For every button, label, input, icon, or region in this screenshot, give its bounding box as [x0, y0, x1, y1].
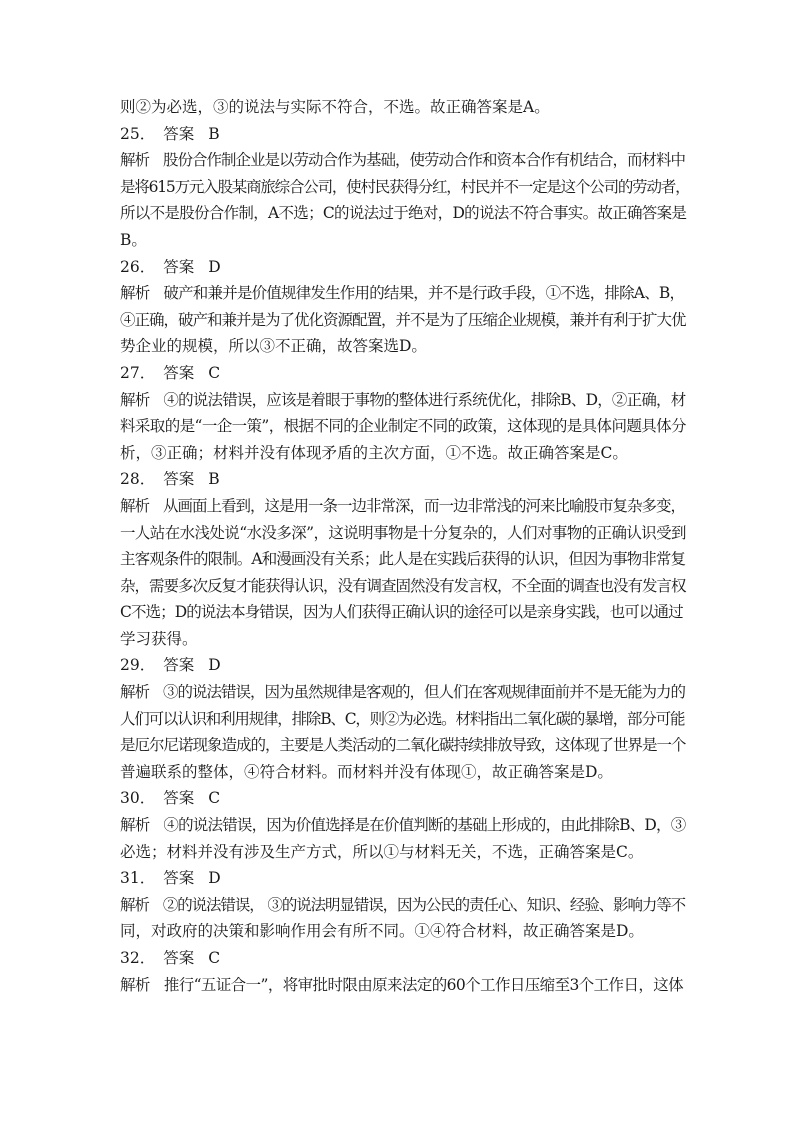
analysis-line [120, 307, 686, 334]
answer-label: 答案 [163, 869, 195, 888]
question-number: 30． [120, 789, 156, 808]
analysis-text: 从画面上看到，这是用一条一边非常深，而一边非常浅的河来比喻股市复杂多变， [163, 496, 686, 515]
answer-line-32 [120, 945, 686, 972]
analysis-line [120, 706, 686, 733]
analysis-text: ④的说法错误，因为价值选择是在价值判断的基础上形成的，由此排除B、D，③ [163, 816, 686, 835]
analysis-line [120, 573, 686, 600]
answer-label: 答案 [163, 789, 195, 808]
analysis-text: 破产和兼并是价值规律发生作用的结果，并不是行政手段，①不选，排除A、B， [163, 284, 685, 303]
analysis-line [120, 333, 686, 360]
answer-analysis-text [120, 94, 690, 998]
analysis-text: 普遍联系的整体，④符合材料。而材料并没有体现①，故正确答案是D。 [120, 762, 613, 781]
analysis-text: 料采取的是“一企一策”，根据不同的企业制定不同的政策，这体现的是具体问题具体分 [120, 417, 686, 436]
analysis-label: 解析 [120, 975, 150, 994]
answer-letter: D [208, 257, 221, 276]
analysis-label: 解析 [120, 683, 150, 702]
answer-label: 答案 [163, 257, 195, 276]
analysis-line [120, 413, 686, 440]
answer-label: 答案 [163, 124, 195, 143]
analysis-text: 是厄尔尼诺现象造成的，主要是人类活动的二氧化碳持续排放导致，这体现了世界是一个 [120, 736, 686, 755]
analysis-text: ④正确，破产和兼并是为了优化资源配置，并不是为了压缩企业规模，兼并有利于扩大优 [120, 310, 686, 329]
answer-letter: B [208, 124, 220, 143]
analysis-line [120, 227, 686, 254]
analysis-line [120, 280, 686, 307]
analysis-label: 解析 [120, 284, 150, 303]
question-number: 29． [120, 656, 156, 675]
answer-label: 答案 [163, 363, 195, 382]
answer-letter: C [208, 363, 221, 382]
analysis-line [120, 972, 686, 999]
answer-letter: D [208, 869, 221, 888]
analysis-line [120, 599, 686, 626]
analysis-text: ②的说法错误， ③的说法明显错误，因为公民的责任心、知识、经验、影响力等不 [162, 895, 686, 914]
analysis-text: B。 [120, 230, 147, 249]
analysis-text: 势企业的规模，所以③不正确，故答案选D。 [120, 337, 427, 356]
analysis-line [120, 493, 686, 520]
analysis-text: ④的说法错误，应该是着眼于事物的整体进行系统优化，排除B、D，②正确，材 [163, 390, 686, 409]
answer-line-30 [120, 785, 686, 812]
analysis-label: 解析 [120, 496, 150, 515]
analysis-text: 人们可以认识和利用规律，排除B、C，则②为必选。材料指出二氧化碳的暴增，部分可能 [120, 709, 685, 728]
analysis-text: ③的说法错误，因为虽然规律是客观的，但人们在客观规律面前并不是无能为力的 [163, 683, 686, 702]
analysis-label: 解析 [120, 151, 150, 170]
analysis-line [120, 839, 686, 866]
analysis-text: 股份合作制企业是以劳动合作为基础，使劳动合作和资本合作有机结合，而材料中 [163, 151, 686, 170]
analysis-line [120, 440, 686, 467]
analysis-line [120, 174, 690, 201]
analysis-text: 析，③正确；材料并没有体现矛盾的主次方面，①不选。故正确答案是C。 [120, 443, 628, 462]
analysis-text: 必选；材料并没有涉及生产方式，所以①与材料无关，不选，正确答案是C。 [120, 842, 644, 861]
analysis-line [120, 892, 686, 919]
answer-line-25 [120, 121, 686, 148]
answer-letter: C [208, 949, 221, 967]
analysis-label: 解析 [120, 390, 150, 409]
question-number: 31． [120, 869, 156, 888]
analysis-line [120, 520, 686, 547]
analysis-line [120, 679, 686, 706]
answer-line-28 [120, 466, 686, 493]
answer-line-31 [120, 865, 686, 892]
answer-letter: B [208, 470, 220, 489]
question-number: 32． [120, 949, 156, 967]
analysis-text: 一人站在水浅处说“水没多深”，这说明事物是十分复杂的，人们对事物的正确认识受到 [120, 523, 686, 542]
answer-label: 答案 [163, 470, 195, 489]
analysis-line [120, 759, 686, 786]
question-number: 25． [120, 124, 156, 143]
analysis-text: 同，对政府的决策和影响作用会有所不同。①④符合材料，故正确答案是D。 [120, 922, 644, 941]
answer-label: 答案 [163, 656, 195, 675]
analysis-text: 杂，需要多次反复才能获得认识，没有调查固然没有发言权，不全面的调查也没有发言权 [120, 576, 686, 595]
analysis-text: 推行“五证合一”，将审批时限由原来法定的60个工作日压缩至3个工作日，这体 [163, 975, 684, 994]
analysis-line [120, 200, 686, 227]
analysis-line [120, 626, 686, 653]
analysis-label: 解析 [120, 895, 149, 914]
analysis-line [120, 732, 686, 759]
analysis-line [120, 812, 686, 839]
answer-line-29 [120, 652, 686, 679]
analysis-text: 主客观条件的限制。A和漫画没有关系；此人是在实践后获得的认识，但因为事物非常复 [120, 550, 686, 569]
continued-line-text: 则②为必选，③的说法与实际不符合，不选。故正确答案是A。 [120, 98, 550, 116]
analysis-label: 解析 [120, 816, 150, 835]
question-number: 27． [120, 363, 156, 382]
analysis-line [120, 387, 686, 414]
analysis-line [120, 147, 686, 174]
answer-letter: C [208, 789, 221, 808]
answer-letter: D [208, 656, 221, 675]
answer-line-26 [120, 254, 686, 281]
analysis-line [120, 918, 686, 945]
continued-line [120, 94, 686, 121]
question-number: 26． [120, 257, 156, 276]
analysis-text: 学习获得。 [120, 629, 198, 648]
answer-label: 答案 [163, 949, 195, 967]
analysis-text: C不选；D的说法本身错误，因为人们获得正确认识的途径可以是亲身实践，也可以通过 [120, 603, 683, 622]
question-number: 28． [120, 470, 156, 489]
analysis-text: 是将615万元入股某商旅综合公司，使村民获得分红，村民并不一定是这个公司的劳动者， [120, 177, 690, 196]
analysis-line [120, 546, 686, 573]
answer-line-27 [120, 360, 686, 387]
analysis-text: 所以不是股份合作制，A不选；C的说法过于绝对，D的说法不符合事实。故正确答案是 [120, 204, 687, 223]
